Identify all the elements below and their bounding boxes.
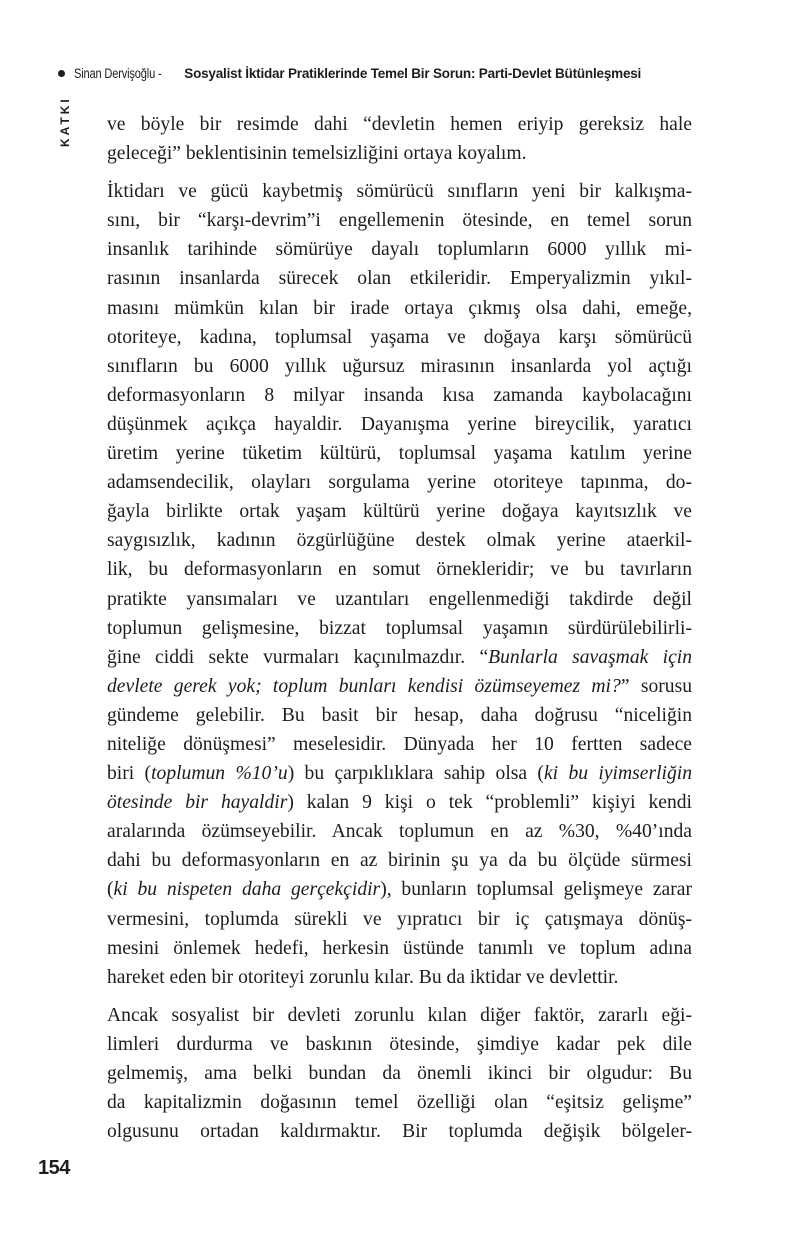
text-run: ” sorusu bbox=[620, 675, 692, 697]
text-line: düşünmek açıkça hayaldir. Dayanışma yerine bireycilik, yaratıcı bbox=[107, 413, 692, 435]
text-line: mesini önlemek hedefi, herkesin üstünde tanımlı ve toplum adına bbox=[107, 937, 692, 959]
text-line: lik, bu deformasyonların en somut örnekleridir; ve bu tavırların bbox=[107, 559, 692, 581]
text-run: biri ( bbox=[107, 763, 152, 785]
text-line: saygısızlık, kadının özgürlüğüne destek olmak yerine ataerkil- bbox=[107, 530, 692, 552]
text-line: masını mümkün kılan bir irade ortaya çıkmış olsa dahi, emeğe, bbox=[107, 297, 692, 319]
text-line: olgusunu ortadan kaldırmaktır. Bir toplumda değişik bölgeler- bbox=[107, 1121, 692, 1143]
paragraph-2 bbox=[107, 177, 692, 992]
text-line: sını, bir “karşı-devrim”i engellemenin ötesinde, en temel sorun bbox=[107, 210, 692, 232]
text-line: da kapitalizmin doğasının temel özelliği olan “eşitsiz gelişme” bbox=[107, 1092, 692, 1114]
text-line: adamsendecilik, olayları sorgulama yerine otoriteye tapınma, do- bbox=[107, 472, 692, 494]
text-line: rasının insanlarda sürecek olan etkileridir. Emperyalizmin yıkıl- bbox=[107, 268, 692, 290]
text-line: deformasyonların 8 milyar insanda kısa zamanda kaybolacağını bbox=[107, 384, 692, 406]
italic-quote: Bunlarla savaşmak için bbox=[488, 646, 693, 668]
text-line: İktidarı ve gücü kaybetmiş sömürücü sınıfların yeni bir kalkışma- bbox=[107, 181, 692, 203]
bullet-icon bbox=[58, 70, 65, 77]
text-line: ve böyle bir resimde dahi “devletin hemen eriyip gereksiz hale bbox=[107, 114, 692, 135]
paragraph-3 bbox=[107, 1001, 692, 1146]
text-line: sınıfların bu 6000 yıllık uğursuz mirasının insanlarda yol açtığı bbox=[107, 355, 692, 377]
text-run: ) bu çarpıklıklara sahip olsa ( bbox=[287, 763, 544, 785]
text-line: gelmemiş, ama belki bundan da önemli ikinci bir olgudur: Bu bbox=[107, 1063, 692, 1084]
italic-quote: devlete gerek yok; toplum bunları kendisi özümseyemez mi? bbox=[107, 675, 621, 697]
italic-run: ki bu nispeten daha gerçekçidir bbox=[113, 879, 381, 901]
text-line bbox=[107, 672, 692, 701]
text-run: ) kalan 9 kişi o tek “problemli” kişiyi kendi bbox=[287, 792, 692, 814]
text-line: üretim yerine tüketim kültürü, toplumsal yaşama katılım yerine bbox=[107, 443, 692, 465]
text-line: niteliğe dönüşmesi” meselesidir. Dünyada her 10 fertten sadece bbox=[107, 733, 692, 755]
article-body bbox=[107, 110, 692, 1146]
page-number: 154 bbox=[38, 1157, 70, 1179]
text-line: limleri durdurma ve baskının ötesinde, şimdiye kadar pek dile bbox=[107, 1033, 692, 1055]
text-line: dahi bu deformasyonların en az birinin şu ya da bu ölçüde sürmesi bbox=[107, 850, 692, 872]
text-line: toplumun gelişmesine, bizzat toplumsal yaşamın sürdürülebilirli- bbox=[107, 617, 692, 639]
text-line: aralarında özümseyebilir. Ancak toplumun en az %30, %40’ında bbox=[107, 821, 692, 843]
text-run: ( bbox=[107, 879, 114, 901]
italic-run: ki bu iyimserliğin bbox=[543, 763, 692, 785]
text-line bbox=[107, 788, 692, 817]
italic-run: ötesinde bir hayaldir bbox=[107, 792, 288, 814]
text-line: Ancak sosyalist bir devleti zorunlu kılan diğer faktör, zararlı eği- bbox=[107, 1004, 692, 1026]
text-run: ), bunların toplumsal gelişmeye zarar bbox=[380, 879, 692, 901]
paragraph-1 bbox=[107, 110, 692, 168]
text-line: otoriteye, kadına, toplumsal yaşama ve doğaya karşı sömürücü bbox=[107, 326, 692, 348]
text-line: geleceği” beklentisinin temelsizliğini ortaya koyalım. bbox=[107, 143, 527, 165]
text-line: hareket eden bir otoriteyi zorunlu kılar. Bu da iktidar ve devlettir. bbox=[107, 966, 619, 988]
text-line bbox=[107, 643, 692, 672]
text-line: insanlık tarihinde sömürüye dayalı toplumların 6000 yıllık mi- bbox=[107, 239, 692, 261]
running-head-title: Sosyalist İktidar Pratiklerinde Temel Bir Sorun: Parti-Devlet Bütünleşmesi bbox=[184, 66, 642, 81]
text-run: ğine ciddi sekte vurmaları kaçınılmazdır. “ bbox=[107, 646, 489, 668]
text-line: ğayla birlikte ortak yaşam kültürü yerine doğaya kayıtsızlık ve bbox=[107, 501, 692, 523]
italic-run: toplumun %10’u bbox=[151, 763, 288, 785]
text-line: pratikte yansımaları ve uzantıları engellenmediği takdirde değil bbox=[107, 588, 692, 610]
text-line: gündeme gelebilir. Bu basit bir hesap, daha doğrusu “niceliğin bbox=[107, 704, 692, 726]
section-tab: KATKI bbox=[58, 96, 72, 148]
running-head-author: Sinan Dervişoğlu - bbox=[74, 66, 162, 81]
running-head bbox=[58, 64, 778, 84]
text-line bbox=[107, 875, 692, 904]
text-line: vermesini, toplumda sürekli ve yıpratıcı bir iç çatışmaya dönüş- bbox=[107, 908, 692, 930]
text-line bbox=[107, 759, 692, 788]
